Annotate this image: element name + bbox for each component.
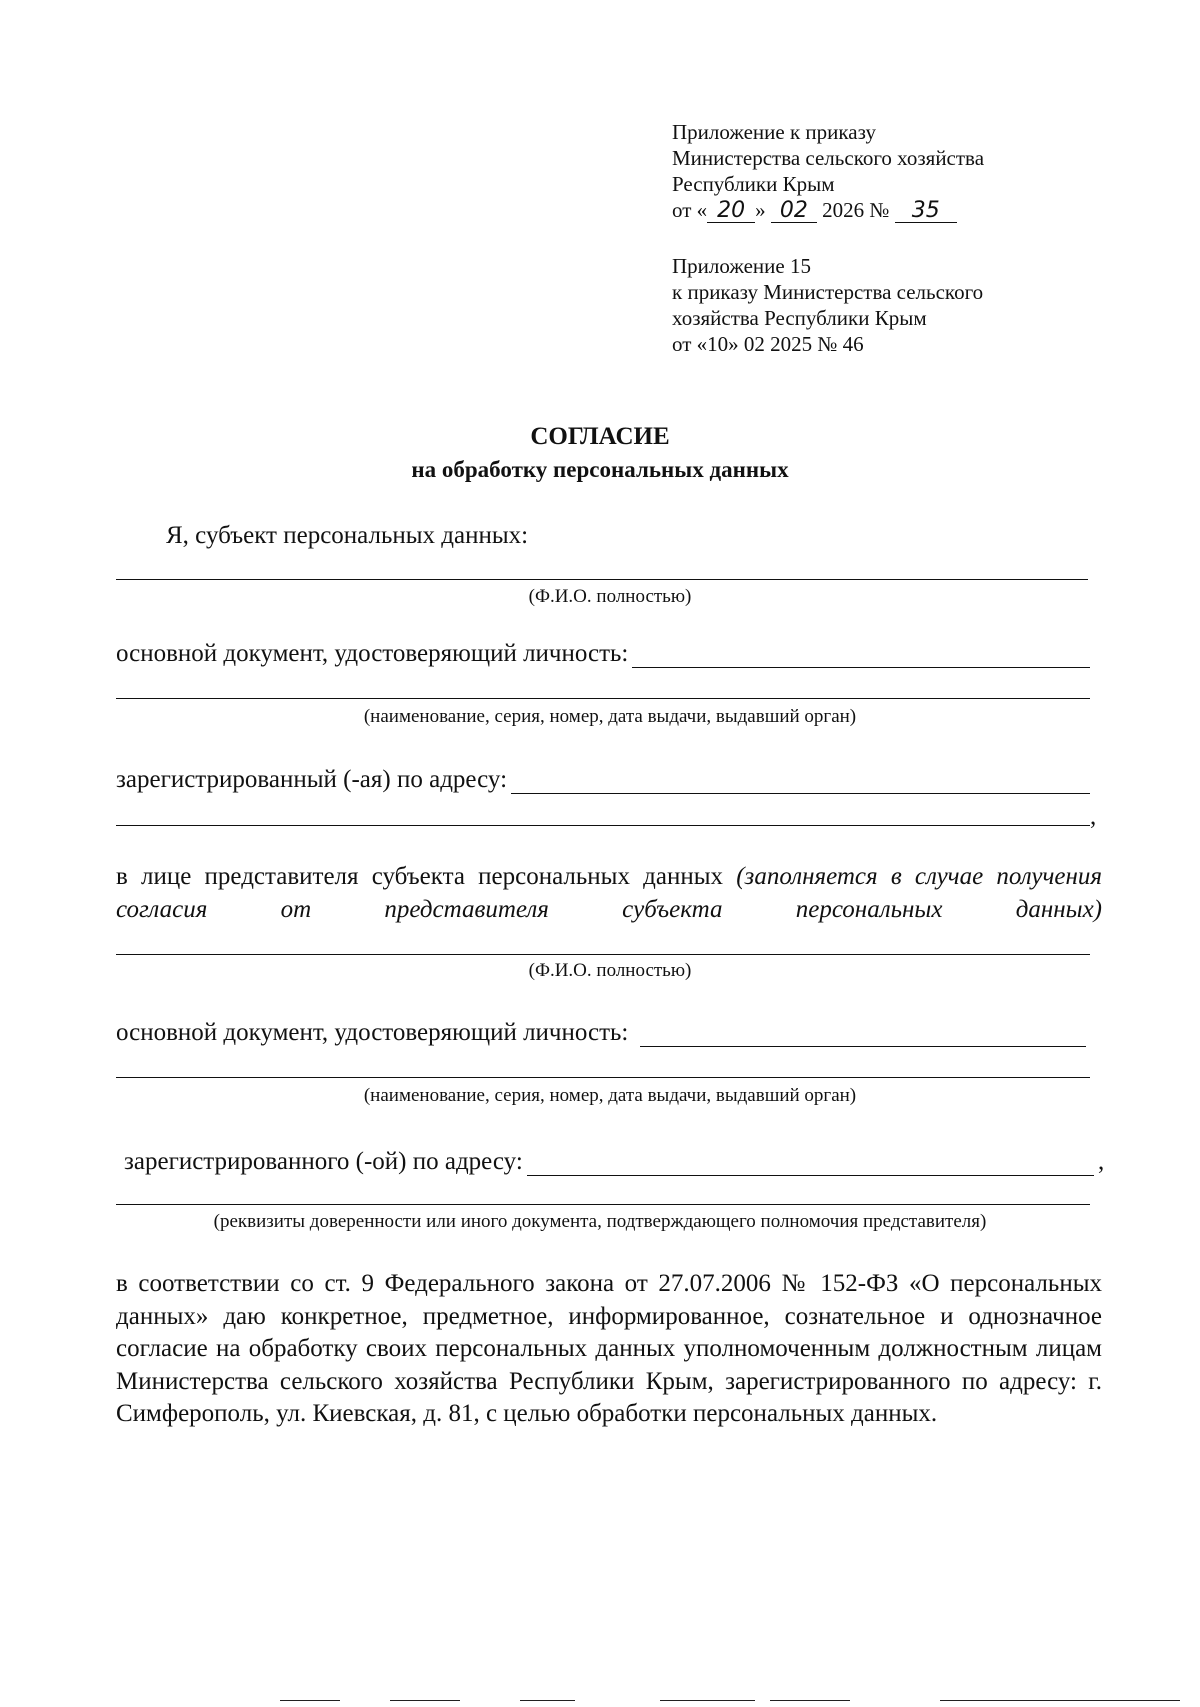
caption-document-rep: (наименование, серия, номер, дата выдачи, выдавший орган)	[363, 1085, 857, 1106]
caption-fio-rep: (Ф.И.О. полностью)	[528, 960, 692, 981]
registered-subject-label: зарегистрированный (-ая) по адресу:	[116, 766, 508, 793]
registered-subject-input-line[interactable]	[511, 769, 1090, 794]
fio-rep-input-line[interactable]	[116, 954, 1090, 955]
registered-subject-row	[116, 766, 1090, 794]
id-document-row	[116, 640, 1090, 668]
registered-rep-row	[124, 1148, 1094, 1176]
date-mid: »	[755, 198, 771, 222]
id-document-rep-label: основной документ, удостоверяющий личность:	[116, 1019, 629, 1046]
caption-fio: (Ф.И.О. полностью)	[528, 586, 692, 607]
date-prefix: от «	[672, 198, 708, 222]
scan-dash	[770, 1700, 850, 1701]
consent-paragraph: в соответствии со ст. 9 Федерального закона от 27.07.2006 № 152-ФЗ «О персональных данных» даю конкретное, предметное, информированное, сознательное и однозначное согласие на обработку своих персональных данных уполномоченным должностным лицам Министерства сельского хозяйства Республики Крым, зарегистрированного по адресу: г. Симферополь, ул. Киевская, д. 81, с целью обработки персональных данных.	[116, 1270, 1102, 1427]
document-subtitle: на обработку персональных данных	[411, 457, 789, 482]
annex-15-line3: хозяйства Республики Крым	[672, 306, 927, 330]
annex-order-line1: Приложение к приказу	[672, 120, 876, 144]
scan-dash	[660, 1700, 755, 1701]
caption-document: (наименование, серия, номер, дата выдачи, выдавший орган)	[363, 706, 857, 727]
comma-1: ,	[1090, 803, 1097, 830]
caption-power-of-attorney: (реквизиты доверенности или иного документа, подтверждающего полномочия представителя)	[213, 1211, 987, 1232]
scan-dash	[280, 1700, 340, 1701]
fio-input-line[interactable]	[116, 579, 1088, 580]
id-document-rep-input-line-2[interactable]	[116, 1077, 1090, 1078]
power-of-attorney-input-line[interactable]	[116, 1204, 1090, 1205]
comma-2: ,	[1098, 1148, 1105, 1175]
annex-15-line1: Приложение 15	[672, 254, 811, 278]
handwritten-order-number: 35	[895, 200, 957, 223]
annex-order-date-line	[672, 197, 984, 223]
document-title: СОГЛАСИЕ	[530, 423, 670, 450]
handwritten-month: 02	[771, 200, 817, 223]
registered-rep-input-line[interactable]	[527, 1151, 1094, 1176]
id-document-input-line-2[interactable]	[116, 698, 1090, 699]
annex-15-line4: от «10» 02 2025 № 46	[672, 332, 864, 356]
year-number-label: 2026 №	[816, 198, 895, 222]
id-document-rep-row	[116, 1019, 1086, 1047]
registered-rep-label: зарегистрированного (-ой) по адресу:	[124, 1148, 523, 1175]
annex-order-block	[672, 119, 984, 223]
representative-text-plain: в лице представителя субъекта персональных данных	[116, 863, 737, 890]
representative-text	[116, 860, 1102, 926]
id-document-rep-input-line[interactable]	[640, 1022, 1086, 1047]
scan-dash	[940, 1700, 1180, 1701]
id-document-label: основной документ, удостоверяющий личность:	[116, 640, 629, 667]
registered-subject-input-line-2[interactable]	[116, 825, 1090, 826]
annex-order-line3: Республики Крым	[672, 172, 835, 196]
annex-15-block	[672, 253, 983, 357]
subject-intro: Я, субъект персональных данных:	[166, 522, 529, 549]
annex-order-line2: Министерства сельского хозяйства	[672, 146, 985, 170]
scan-dash	[390, 1700, 460, 1701]
id-document-input-line[interactable]	[632, 643, 1090, 668]
scan-dash	[520, 1700, 575, 1701]
representative-text-italic: (заполняется в случае получения согласия от представителя субъекта персональных данных)	[116, 863, 1102, 923]
annex-15-line2: к приказу Министерства сельского	[672, 280, 984, 304]
handwritten-day: 20	[707, 200, 755, 223]
